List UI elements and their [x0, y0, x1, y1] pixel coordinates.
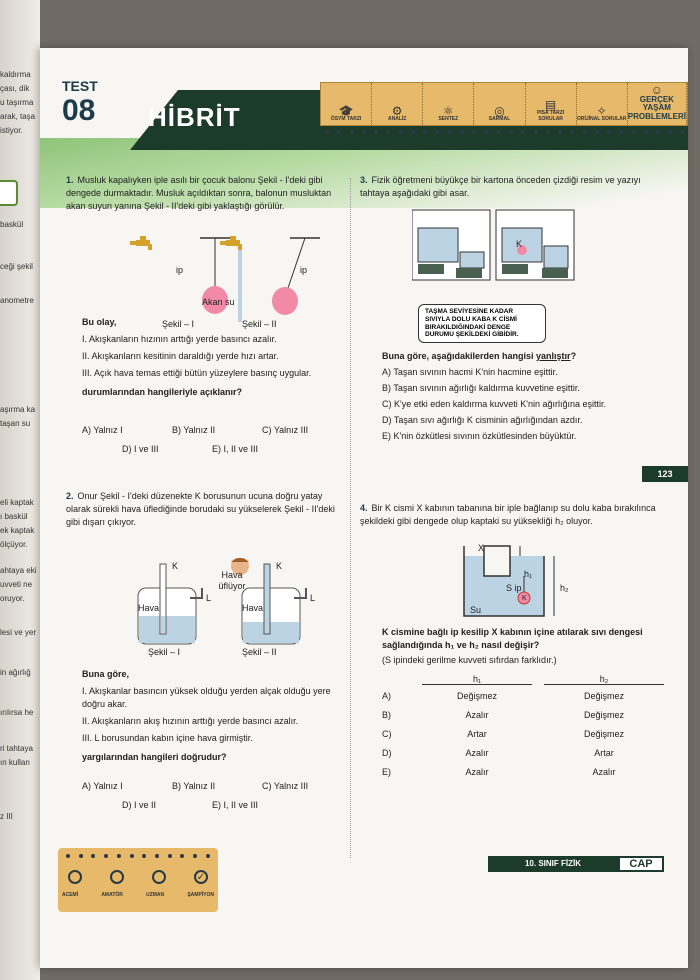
dot — [484, 130, 488, 134]
h1-value: Azalır — [465, 766, 489, 777]
badge-label: ORİJİNAL SORULAR — [577, 115, 627, 122]
dot — [546, 130, 550, 134]
dot — [374, 130, 378, 134]
dot — [155, 854, 159, 858]
rope-label-1: ip — [176, 265, 184, 275]
left-page-fragment: eli kaptak — [0, 498, 34, 507]
board-note: TAŞMA SEVİYESİNE KADAR SIVIYLA DOLU KABA K CİSMİ BIRAKILDIĞINDAKİ DENGE DURUMU ŞEKİLDEKİ GİBİDİR. — [418, 304, 546, 343]
question-1 — [66, 174, 342, 215]
question-stem: Fizik öğretmeni büyükçe bir kartona önceden çizdiği resim ve yazıyı tahtaya aşağıdaki gibi asar. — [360, 175, 641, 199]
left-page-fragment: aşırma ka — [0, 405, 36, 414]
left-page-fragment: ı baskül — [0, 512, 28, 521]
q3-question-prefix: Buna göre, aşağıdakilerden hangisi — [382, 351, 537, 361]
dot — [130, 854, 134, 858]
s-rope-label: S ip — [506, 583, 522, 593]
badge-graduation-cap — [321, 83, 372, 125]
option-c[interactable]: C) Yalnız III — [262, 425, 309, 435]
h2-value: Değişmez — [583, 709, 624, 720]
h1-label: h₁ — [524, 569, 533, 579]
k-label-1: K — [172, 561, 179, 571]
q2-body — [82, 668, 344, 766]
dot — [104, 854, 108, 858]
dot — [91, 854, 95, 858]
air-label-2: Hava — [242, 603, 264, 613]
dot — [681, 130, 685, 134]
dot — [362, 130, 366, 134]
dot — [558, 130, 562, 134]
left-page-fragment: ahtaya eki — [0, 566, 37, 575]
test-number: 08 — [62, 94, 96, 127]
difficulty-levels — [58, 848, 218, 912]
q1-item: II. Akışkanların kesitinin daraldığı yerde hızı artar. — [82, 351, 279, 362]
l-label-1: L — [206, 593, 212, 603]
option-b[interactable]: B) Yalnız II — [172, 781, 216, 791]
category-badges — [320, 82, 688, 126]
q3-question-suffix: ? — [570, 351, 577, 361]
left-page-fragment: anometre — [0, 296, 34, 305]
option-a[interactable]: A) Taşan sıvının hacmi K'nin hacmine eşittir. — [382, 367, 558, 378]
graduation-cap-icon: 🎓 — [338, 103, 354, 118]
people-icon: ☺ — [650, 82, 663, 97]
option-c[interactable]: C) Yalnız III — [262, 781, 309, 791]
option-letter: D) — [382, 747, 392, 758]
option-letter: A) — [382, 690, 391, 701]
question-number: 4. — [360, 503, 368, 513]
q1-item: III. Açık hava temas ettiği bütün yüzeylere basınç uygular. — [82, 368, 312, 379]
column-divider — [350, 178, 351, 858]
q4-note: (S ipindeki gerilme kuvveti sıfırdan farklıdır.) — [382, 655, 557, 666]
q1-question: durumlarından hangileriyle açıklanır? — [82, 387, 243, 398]
dot — [66, 854, 70, 858]
option-a[interactable]: A) Yalnız I — [82, 425, 123, 435]
table-row[interactable] — [382, 762, 664, 781]
l-label-2: L — [310, 593, 316, 603]
page-number: 123 — [642, 466, 688, 482]
scale-icon — [0, 180, 18, 206]
q4-question: K cismine bağlı ip kesilip X kabının içine atılarak sıvı dengesi sağlandığında h₁ ve h₂ nasıl değişir? — [382, 627, 643, 651]
left-page-fragment: ek kaptak — [0, 526, 35, 535]
option-letter: C) — [382, 728, 392, 739]
h1-value: Değişmez — [456, 690, 497, 701]
dot — [206, 854, 210, 858]
left-page-icons — [0, 0, 40, 980]
badge-stars — [577, 83, 628, 125]
dot — [411, 130, 415, 134]
question-number: 3. — [360, 175, 368, 185]
fig1-caption: Şekil – I — [162, 319, 195, 329]
option-d[interactable]: D) I ve II — [122, 800, 157, 811]
dot — [435, 130, 439, 134]
h1-value: Artar — [467, 728, 487, 739]
left-page-fragment: ri tahtaya — [0, 744, 33, 753]
badge-document — [526, 83, 577, 125]
left-page-fragment: taşan su — [0, 419, 31, 428]
stars-icon: ✧ — [596, 103, 607, 118]
h2-value: Değişmez — [583, 690, 624, 701]
left-page-fragment: arak, taşa — [0, 112, 36, 121]
dot — [337, 130, 341, 134]
progress-dots — [325, 130, 685, 136]
water-label: Akan su — [202, 297, 235, 307]
dot — [142, 854, 146, 858]
dot — [668, 130, 672, 134]
h1-value: Azalır — [465, 709, 489, 720]
dot — [399, 130, 403, 134]
q3-question-emph: yanlıştır — [536, 351, 571, 361]
dot — [644, 130, 648, 134]
left-page-fragment: u taşırma — [0, 98, 34, 107]
question-number: 1. — [66, 175, 74, 185]
question-3 — [360, 174, 650, 202]
badge-label: SENTEZ — [438, 115, 459, 122]
h2-value: Azalır — [592, 766, 616, 777]
table-row[interactable] — [382, 686, 664, 705]
badge-label: ANALİZ — [388, 115, 407, 122]
dot — [386, 130, 390, 134]
circle-icon[interactable] — [68, 870, 82, 884]
balloon-icon — [272, 287, 298, 315]
q1-body — [82, 316, 344, 401]
dot — [534, 130, 538, 134]
option-letter: B) — [382, 709, 391, 720]
fig2-caption: Şekil – II — [242, 647, 277, 657]
badge-synthesis — [423, 83, 474, 125]
q1-lead: Bu olay, — [82, 317, 117, 327]
book-page — [40, 48, 688, 968]
dot — [607, 130, 611, 134]
question-4 — [360, 502, 656, 530]
dot — [117, 854, 121, 858]
left-page-fragment: uvveti ne — [0, 580, 33, 589]
badge-analysis — [372, 83, 423, 125]
level-label: ACEMİ — [62, 892, 79, 898]
k-label: K — [516, 239, 523, 249]
course-label: 10. SINIF FİZİK — [488, 856, 618, 872]
left-page-fragment: ın kullan — [0, 758, 30, 767]
dot — [619, 130, 623, 134]
fig1-caption: Şekil – I — [148, 647, 181, 657]
analysis-icon: ⚙ — [391, 103, 403, 118]
spiral-icon: ◎ — [494, 103, 505, 118]
dot — [595, 130, 599, 134]
dot — [632, 130, 636, 134]
dot — [583, 130, 587, 134]
dot — [423, 130, 427, 134]
dot — [521, 130, 525, 134]
left-page-fragment: z III — [0, 812, 13, 821]
option-c[interactable]: C) K'ye etki eden kaldırma kuvveti K'nin ağırlığına eşittir. — [382, 399, 607, 410]
table-row[interactable] — [382, 743, 664, 762]
air-label-1: Hava — [138, 603, 160, 613]
dot — [509, 130, 513, 134]
dot — [350, 130, 354, 134]
option-e[interactable]: E) I, II ve III — [212, 800, 259, 811]
rope-label-2: ip — [300, 265, 308, 275]
document-icon: ▤ — [544, 98, 557, 112]
badge-label: GERÇEK YAŞAM PROBLEMLERİ — [627, 94, 686, 122]
left-page-fragment: oruyor. — [0, 594, 25, 603]
x-label: X — [478, 543, 485, 553]
q2-lead: Buna göre, — [82, 669, 130, 679]
synthesis-icon: ⚛ — [442, 103, 454, 118]
left-page-fragment: ırılırsa he — [0, 708, 34, 717]
q4-body — [382, 626, 662, 669]
dot — [180, 854, 184, 858]
left-page-fragment: ceği şekil — [0, 262, 33, 271]
h2-value: Değişmez — [583, 728, 624, 739]
badge-label: SARMAL — [488, 115, 511, 122]
left-page-fragment: lesi ve yer — [0, 628, 37, 637]
left-page-edge — [0, 0, 40, 980]
blow-label: Hava üflüyor — [218, 570, 246, 591]
option-letter: E) — [382, 766, 391, 777]
q2-item: I. Akışkanlar basıncın yüksek olduğu yerden alçak olduğu yere doğru akar. — [82, 686, 331, 710]
dot — [570, 130, 574, 134]
q3-figure — [412, 208, 576, 290]
question-stem: Bir K cismi X kabının tabanına bir iple bağlanıp su dolu kaba bırakılınca şekildeki gibi dengede olup kaptaki su yüksekliği h₂ oluyor. — [360, 503, 656, 527]
q1-item: I. Akışkanların hızının arttığı yerde basıncı azalır. — [82, 334, 277, 345]
dot — [448, 130, 452, 134]
table-row[interactable] — [382, 724, 664, 743]
badge-spiral — [474, 83, 525, 125]
k-label: K — [522, 595, 527, 602]
q1-options — [82, 418, 344, 456]
h1-value: Azalır — [465, 747, 489, 758]
option-b[interactable]: B) Yalnız II — [172, 425, 216, 435]
publisher-logo: CAP — [618, 856, 664, 872]
question-stem: Onur Şekil - I'deki düzenekte K borusunun ucuna doğru yatay olarak sürekli hava üflediğinde borudaki su yükselerek Şekil - II'deki gibi dışarı çıkıyor. — [66, 491, 335, 528]
dot — [460, 130, 464, 134]
h2-label: h₂ — [560, 583, 569, 593]
question-2 — [66, 490, 346, 531]
q2-question: yargılarından hangileri doğrudur? — [82, 752, 227, 763]
circle-icon[interactable] — [110, 870, 124, 884]
option-d[interactable]: D) Taşan sıvı ağırlığı K cisminin ağırlığından azdır. — [382, 415, 583, 426]
tap-icon — [130, 236, 152, 250]
header-h2: h₂ — [544, 674, 664, 685]
water-label: Su — [470, 605, 482, 615]
dot — [497, 130, 501, 134]
fig2-caption: Şekil – II — [242, 319, 277, 329]
q2-item: III. L borusundan kabın içine hava girmiştir. — [82, 733, 253, 744]
table-row[interactable] — [382, 705, 664, 724]
circle-icon[interactable] — [152, 870, 166, 884]
dot — [472, 130, 476, 134]
badge-label: PISA TARZI SORULAR — [536, 110, 565, 122]
option-a[interactable]: A) Yalnız I — [82, 781, 123, 791]
left-page-fragment: in ağırlığ — [0, 668, 31, 677]
badge-people — [628, 83, 687, 125]
badge-label: ÖSYM TARZI — [330, 115, 362, 122]
q2-options — [82, 774, 344, 812]
left-page-fragment: istiyor. — [0, 126, 23, 135]
question-number: 2. — [66, 491, 74, 501]
water-stream — [238, 250, 242, 322]
option-e[interactable]: E) K'nin özkütlesi sıvının özkütlesinden büyüktür. — [382, 431, 577, 442]
k-label-2: K — [276, 561, 283, 571]
left-page-fragment: baskül — [0, 220, 24, 229]
header-h1: h₁ — [422, 674, 532, 685]
test-label: TEST — [62, 78, 98, 94]
dot — [325, 130, 329, 134]
option-b[interactable]: B) Taşan sıvının ağırlığı kaldırma kuvvetine eşittir. — [382, 383, 580, 394]
dot — [656, 130, 660, 134]
q2-item: II. Akışkanların akış hızının arttığı yerde basıncı azalır. — [82, 716, 299, 727]
left-page-fragment: çası, dik — [0, 84, 30, 93]
option-d[interactable]: D) I ve III — [122, 444, 159, 455]
dot — [168, 854, 172, 858]
option-e[interactable]: E) I, II ve III — [212, 444, 259, 455]
level-label: AMATÖR — [101, 892, 123, 898]
q3-body — [382, 350, 662, 445]
q4-answer-table — [382, 672, 664, 781]
level-label: UZMAN — [146, 892, 165, 898]
left-page-fragment: ölçüyor. — [0, 540, 28, 549]
checked-circle-icon[interactable]: ✓ — [194, 870, 208, 884]
h2-value: Artar — [594, 747, 614, 758]
level-label: ŞAMPİYON — [187, 892, 214, 898]
question-stem: Musluk kapalıyken iple asılı bir çocuk balonu Şekil - I'deki gibi dengede durmaktadır. Musluk açıldıktan sonra, balonun musluktan akan suyun yanına Şekil - II'deki gibi yaklaştığı görülür. — [66, 175, 332, 212]
dot — [193, 854, 197, 858]
dot — [79, 854, 83, 858]
left-page-fragment: kaldırma — [0, 70, 31, 79]
page-title: HİBRİT — [148, 102, 241, 132]
